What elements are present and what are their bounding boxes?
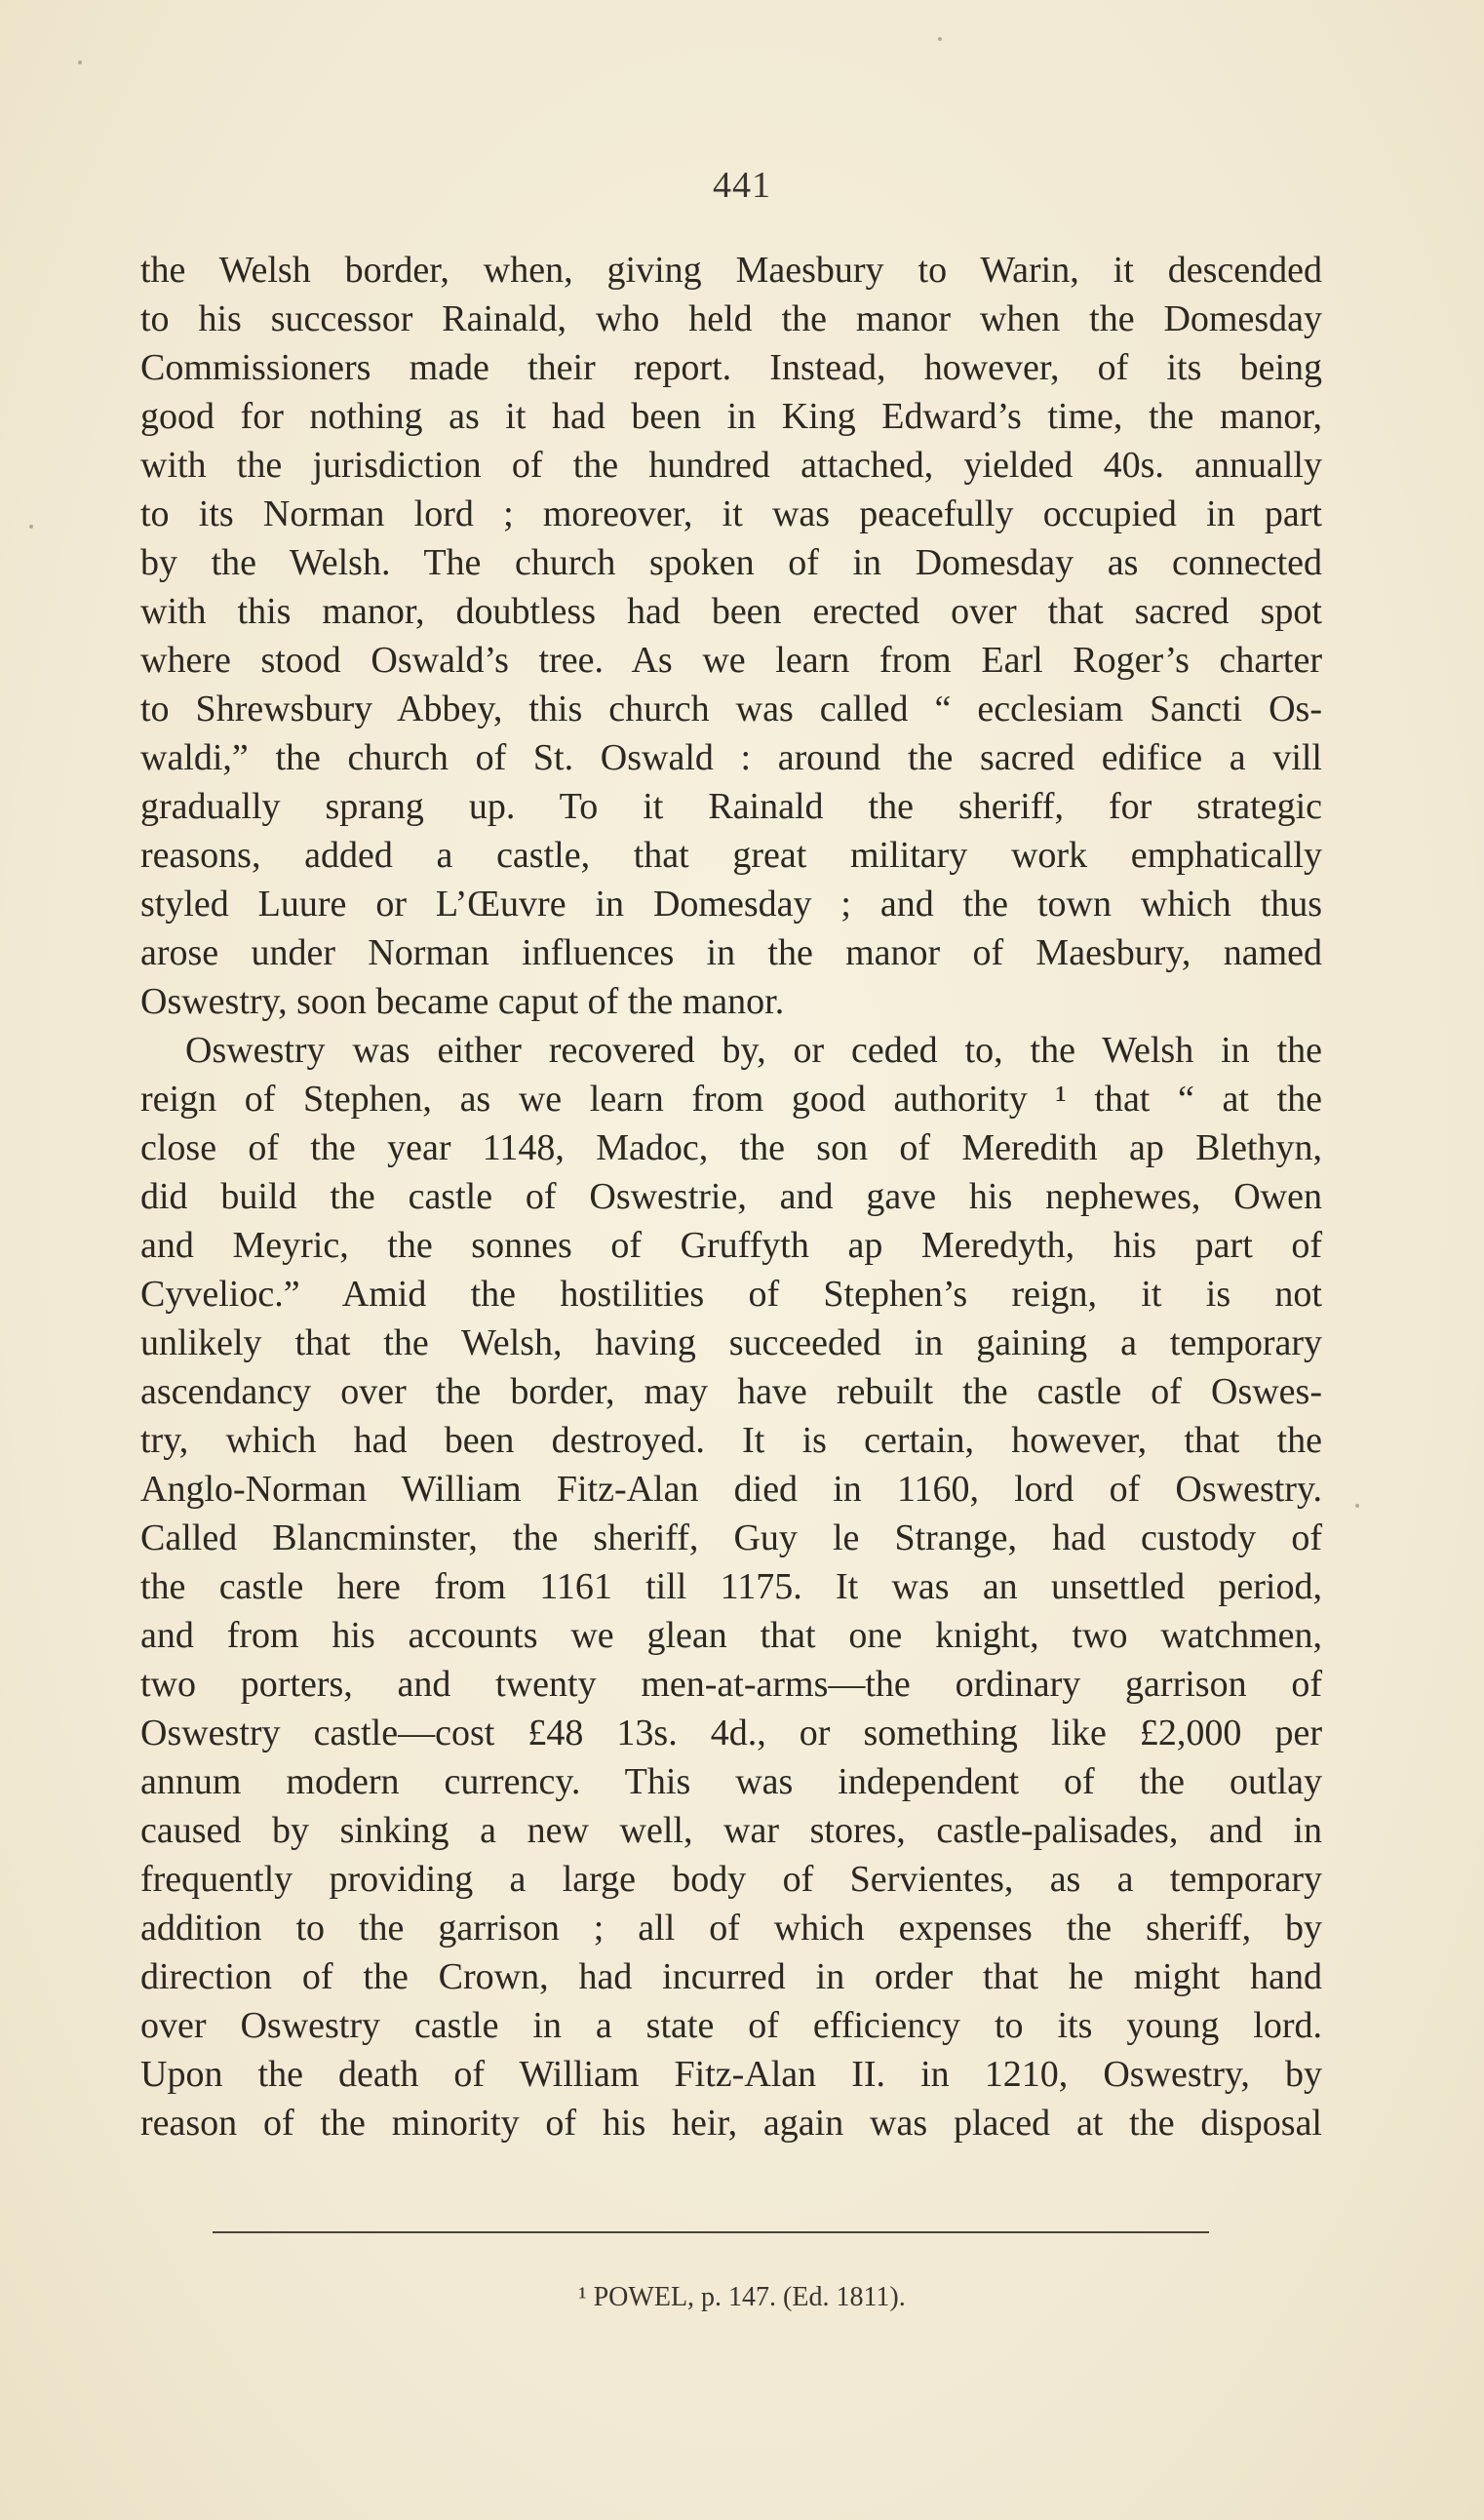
page-number: 441 — [713, 165, 771, 206]
text-line: to his successor Rainald, who held the manor when the Domesday — [140, 298, 1322, 339]
text-line: Upon the death of William Fitz-Alan II. in 1210, Oswestry, by — [140, 2054, 1322, 2095]
text-line: good for nothing as it had been in King Edward’s time, the manor, — [140, 396, 1322, 437]
text-line: Oswestry was either recovered by, or ceded to, the Welsh in the — [185, 1030, 1322, 1071]
text-line: did build the castle of Oswestrie, and gave his nephewes, Owen — [140, 1176, 1322, 1217]
text-line: Cyvelioc.” Amid the hostilities of Stephen’s reign, it is not — [140, 1274, 1322, 1315]
text-line: waldi,” the church of St. Oswald : around the sacred edifice a vill — [140, 737, 1322, 778]
text-line: reason of the minority of his heir, again was placed at the disposal — [140, 2103, 1322, 2144]
text-line: over Oswestry castle in a state of efficiency to its young lord. — [140, 2005, 1322, 2046]
text-line: to its Norman lord ; moreover, it was peacefully occupied in part — [140, 493, 1322, 534]
text-line: Commissioners made their report. Instead, however, of its being — [140, 347, 1322, 388]
text-line: Anglo-Norman William Fitz-Alan died in 1160, lord of Oswestry. — [140, 1469, 1322, 1510]
text-line: addition to the garrison ; all of which expenses the sheriff, by — [140, 1908, 1322, 1949]
text-line: ascendancy over the border, may have rebuilt the castle of Oswes- — [140, 1371, 1322, 1412]
paper-speck — [1355, 1504, 1359, 1508]
footnote: ¹ POWEL, p. 147. (Ed. 1811). — [578, 2282, 906, 2312]
text-line: reasons, added a castle, that great military work emphatically — [140, 835, 1322, 876]
text-line: Oswestry, soon became caput of the manor. — [140, 981, 785, 1022]
text-line: with the jurisdiction of the hundred attached, yielded 40s. annually — [140, 445, 1322, 486]
text-line: by the Welsh. The church spoken of in Domesday as connected — [140, 542, 1322, 583]
text-line: the Welsh border, when, giving Maesbury to Warin, it descended — [140, 250, 1322, 291]
text-line: caused by sinking a new well, war stores, castle-palisades, and in — [140, 1810, 1322, 1851]
text-line: two porters, and twenty men-at-arms—the ordinary garrison of — [140, 1664, 1322, 1705]
text-line: to Shrewsbury Abbey, this church was called “ ecclesiam Sancti Os- — [140, 689, 1322, 729]
text-line: styled Luure or L’Œuvre in Domesday ; and the town which thus — [140, 884, 1322, 925]
paper-speck — [78, 60, 82, 64]
text-line: and from his accounts we glean that one knight, two watchmen, — [140, 1615, 1322, 1656]
paper-speck — [938, 37, 942, 41]
footnote-divider — [213, 2231, 1209, 2233]
text-line: close of the year 1148, Madoc, the son of Meredith ap Blethyn, — [140, 1127, 1322, 1168]
text-line: frequently providing a large body of Servientes, as a temporary — [140, 1859, 1322, 1900]
text-line: Called Blancminster, the sheriff, Guy le Strange, had custody of — [140, 1517, 1322, 1558]
text-line: direction of the Crown, had incurred in order that he might hand — [140, 1956, 1322, 1997]
text-line: Oswestry castle—cost £48 13s. 4d., or something like £2,000 per — [140, 1713, 1322, 1753]
body-text — [140, 246, 1322, 2147]
text-line: unlikely that the Welsh, having succeeded in gaining a temporary — [140, 1322, 1322, 1363]
text-line: the castle here from 1161 till 1175. It was an unsettled period, — [140, 1566, 1322, 1607]
text-line: try, which had been destroyed. It is certain, however, that the — [140, 1420, 1322, 1461]
paper-speck — [29, 525, 33, 529]
text-line: reign of Stephen, as we learn from good authority ¹ that “ at the — [140, 1079, 1322, 1120]
text-line: with this manor, doubtless had been erected over that sacred spot — [140, 591, 1322, 632]
text-line: annum modern currency. This was independent of the outlay — [140, 1761, 1322, 1802]
text-line: arose under Norman influences in the manor of Maesbury, named — [140, 932, 1322, 973]
text-line: and Meyric, the sonnes of Gruffyth ap Meredyth, his part of — [140, 1225, 1322, 1266]
text-line: gradually sprang up. To it Rainald the sheriff, for strategic — [140, 786, 1322, 827]
text-line: where stood Oswald’s tree. As we learn from Earl Roger’s charter — [140, 640, 1322, 681]
